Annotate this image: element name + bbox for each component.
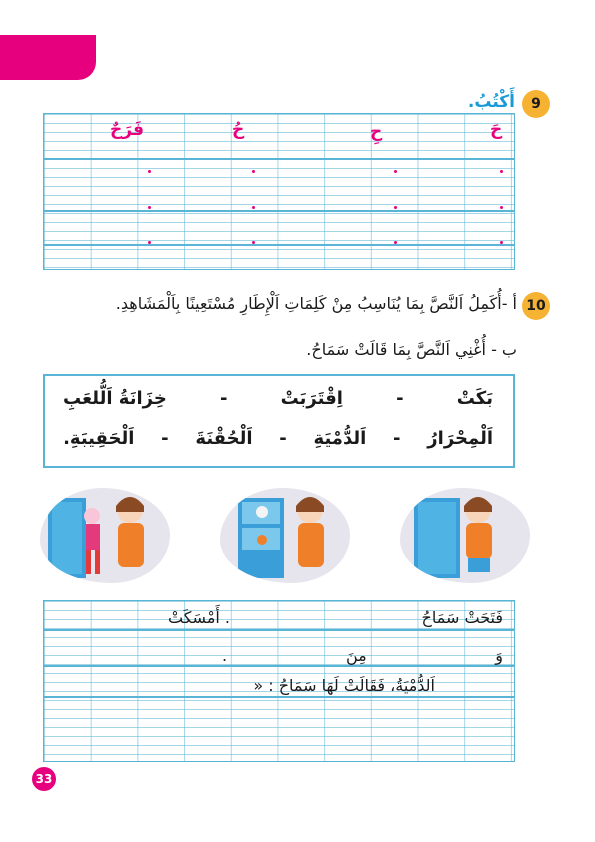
guide-dot (500, 206, 503, 209)
header-pink-tab (0, 35, 96, 80)
word-option: اَلْحَقِيبَةِ. (63, 428, 135, 449)
word-option: اَلدُّمْيَةِ (313, 428, 367, 449)
text-line-3: اَلدُّمْيَةُ، فَقَالَتْ لَهَا سَمَاحُ : « (253, 676, 435, 695)
word-bank-row-2 (63, 428, 493, 449)
guide-dot (394, 170, 397, 173)
guide-dot (500, 170, 503, 173)
separator: - (393, 428, 401, 449)
word-option: اَلْمِحْرَارُ (427, 428, 493, 449)
girl-with-toy-shelf-illustration (220, 488, 350, 583)
exercise-10-part-b: ب - أُغْنِي اَلنَّصَّ بِمَا قَالَتْ سَمَاحُ. (306, 340, 517, 359)
exercise-9-number: 9 (531, 96, 541, 112)
word-option: خِزَانَةُ اَلُّلعَبِ (63, 388, 167, 409)
guide-dot (252, 206, 255, 209)
text-line-2-start: وَ (495, 646, 503, 665)
guide-dot (252, 241, 255, 244)
exercise-10-badge (522, 292, 550, 320)
separator: - (279, 428, 287, 449)
girl-holding-doll-illustration (40, 488, 170, 583)
guide-dot (148, 206, 151, 209)
text-line-2-mid: مِنَ (346, 646, 367, 665)
word-bank-box (43, 374, 515, 468)
separator: - (219, 388, 228, 409)
separator: - (161, 428, 169, 449)
exercise-10-number: 10 (526, 298, 546, 314)
exercise-9-instruction: أَكْتُبُ. (467, 92, 515, 112)
word-bank-row-1 (63, 388, 493, 409)
separator: - (396, 388, 404, 409)
word-option: بَكَتْ (456, 388, 493, 409)
text-line-2-end: . (222, 646, 228, 665)
letter-ha-damma: حُ (232, 120, 245, 140)
letter-ha-kasra: حِ (370, 122, 383, 142)
guide-dot (500, 241, 503, 244)
word-farah: فَرَحٌ (110, 120, 144, 140)
page-number-badge (32, 767, 56, 791)
guide-dot (148, 170, 151, 173)
guide-dot (252, 170, 255, 173)
text-line-1-end: . أَمْسَكَتْ (168, 608, 231, 627)
guide-dot (148, 241, 151, 244)
girl-opening-cabinet-illustration (400, 488, 530, 583)
text-line-1-start: فَتَحَتْ سَمَاحُ (421, 608, 503, 627)
word-option: اَلْحُقْنَةَ (195, 428, 253, 449)
letter-ha-fatha: حَ (490, 120, 503, 140)
word-option: اِقْتَرَبَتْ (280, 388, 343, 409)
guide-dot (394, 241, 397, 244)
exercise-9-badge (522, 90, 550, 118)
exercise-10-part-a: أ -أُكَمِلُ اَلنَّصَّ بِمَا يُنَاسِبُ مِنْ كَلِمَاتِ اَلْإِطَارِ مُسْتَعِينًا بِاَلْمَشَاهِدِ. (115, 294, 517, 313)
guide-dot (394, 206, 397, 209)
page-number: 33 (35, 772, 53, 786)
